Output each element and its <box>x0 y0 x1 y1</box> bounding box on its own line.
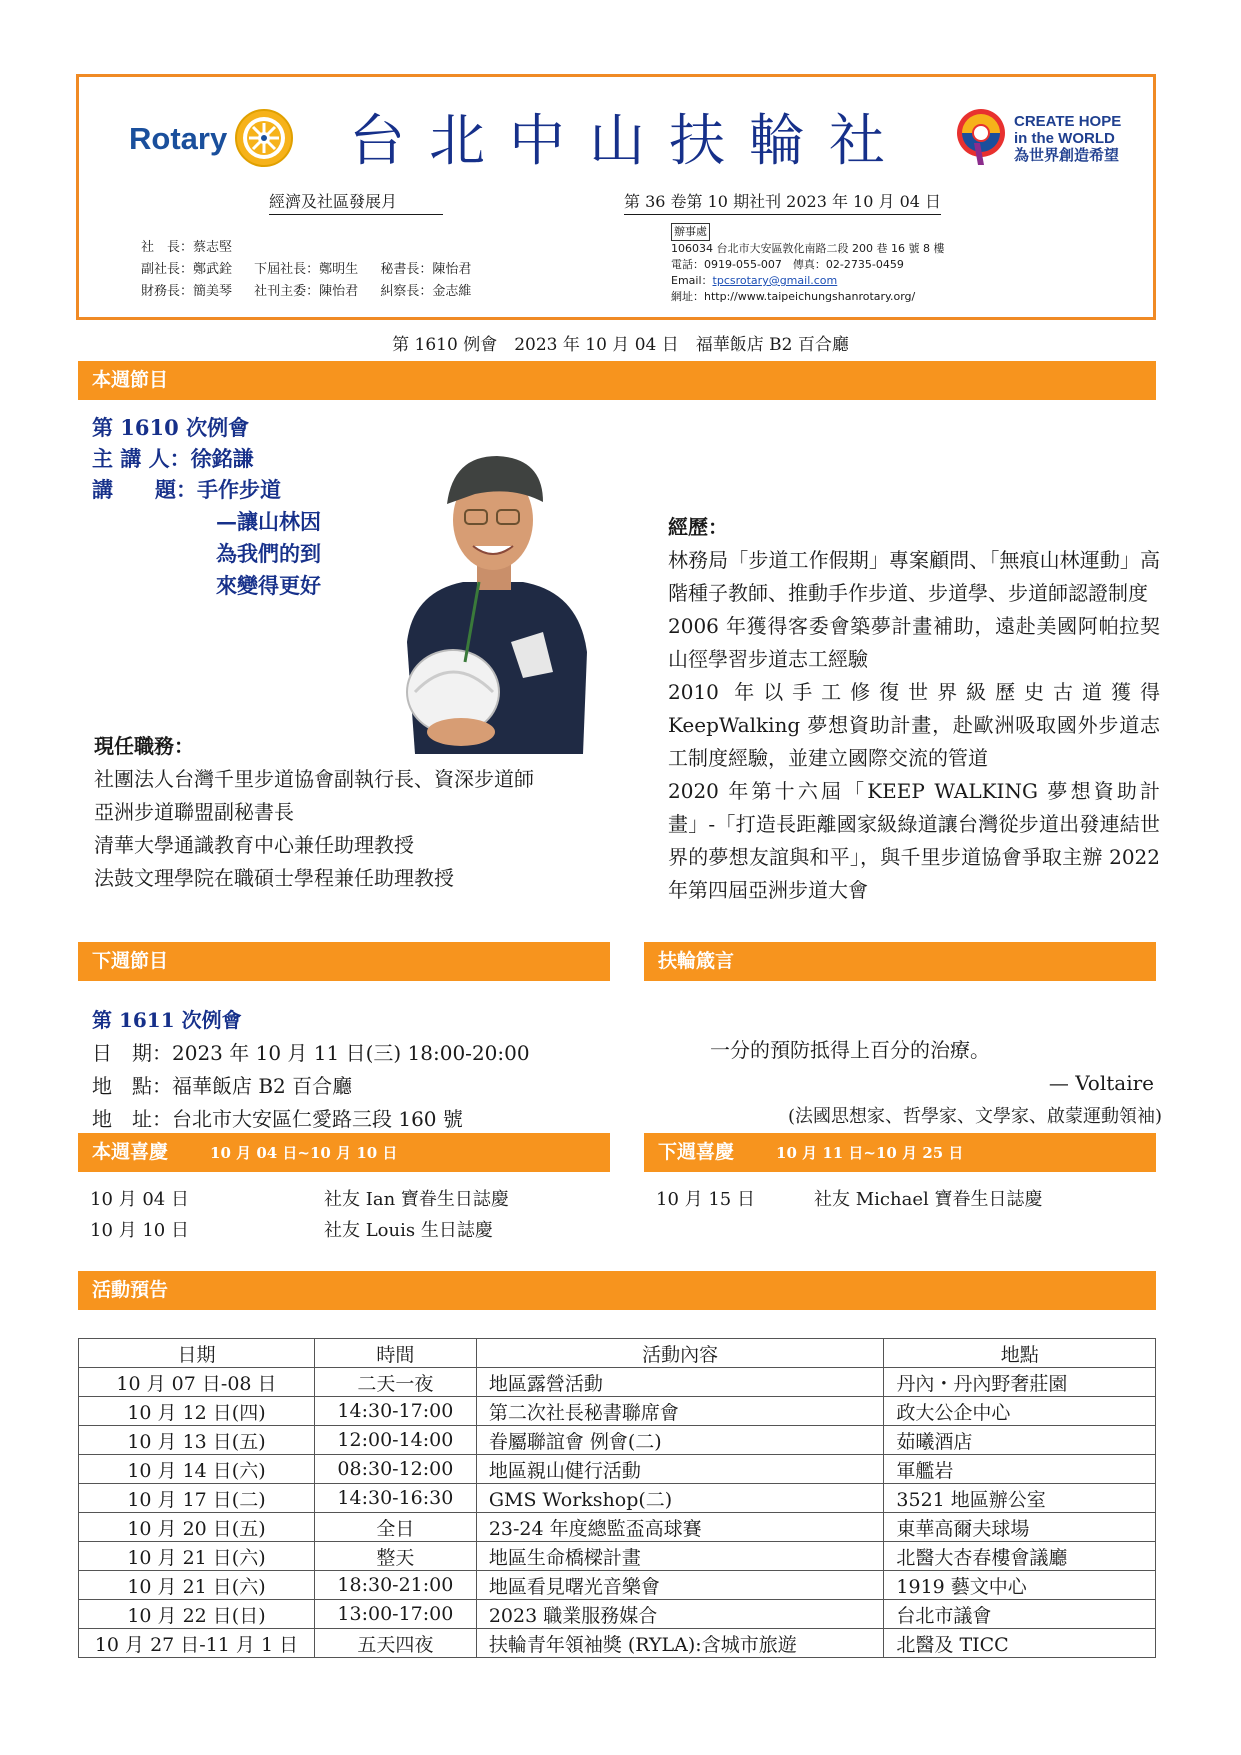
rotary-wheel-icon <box>233 107 295 169</box>
column-header: 日期 <box>79 1339 315 1368</box>
next-meeting-date: 日 期：2023 年 10 月 11 日(三) 18:00-20:00 <box>92 1041 530 1065</box>
officer: 社刊主委：陳怡君 <box>254 284 359 299</box>
celebration-date: 10 月 04 日 <box>90 1189 189 1210</box>
events-table <box>78 1338 1156 1658</box>
officers-row <box>141 259 489 281</box>
section-title: 下週喜慶 <box>658 1141 735 1163</box>
event-time: 整天 <box>314 1542 476 1571</box>
officer: 社 長：蔡志堅 <box>141 240 233 255</box>
current-positions-title: 現任職務： <box>94 734 194 758</box>
motto-quote: 一分的預防抵得上百分的治療。 <box>710 1038 990 1062</box>
topic-line: 為我們的到 <box>216 541 321 566</box>
next-week-celebration-list <box>656 1184 1042 1215</box>
rotary-wordmark: Rotary <box>129 121 228 156</box>
next-meeting-number: 第 1611 次例會 <box>92 1008 242 1032</box>
event-location: 北醫大杏春樓會議廳 <box>884 1542 1156 1571</box>
table-header-row <box>79 1339 1156 1368</box>
office-email-link[interactable]: tpcsrotary@gmail.com <box>712 274 838 287</box>
event-date: 10 月 27 日-11 月 1 日 <box>79 1629 315 1658</box>
bio-paragraph: 2010 年以手工修復世界級歷史古道獲得 KeepWalking 夢想資助計畫，赴歐洲吸取國外步道志工制度經驗，並建立國際交流的管道 <box>668 680 1160 770</box>
event-content: 地區看見曙光音樂會 <box>476 1571 884 1600</box>
motto-author-description: (法國思想家、哲學家、文學家、啟蒙運動領袖) <box>787 1106 1162 1127</box>
event-content: 地區生命橋樑計畫 <box>476 1542 884 1571</box>
officer: 秘書長：陳怡君 <box>380 262 472 277</box>
event-time: 13:00-17:00 <box>314 1600 476 1629</box>
officers-list <box>141 237 489 303</box>
celebration-text: 社友 Michael 寶眷生日誌慶 <box>814 1189 1043 1210</box>
section-title: 本週節目 <box>92 369 169 391</box>
event-date: 10 月 20 日(五) <box>79 1513 315 1542</box>
officers-row <box>141 237 489 259</box>
program-header <box>92 412 281 505</box>
table-row <box>79 1455 1156 1484</box>
column-header: 活動內容 <box>476 1339 884 1368</box>
position-item: 社團法人台灣千里步道協會副執行長、資深步道師 <box>94 767 534 791</box>
section-bar-events <box>78 1271 1156 1310</box>
office-email-label: Email： <box>671 274 713 287</box>
event-date: 10 月 12 日(四) <box>79 1397 315 1426</box>
list-item <box>90 1184 509 1215</box>
table-row <box>79 1426 1156 1455</box>
event-location: 北醫及 TICC <box>884 1629 1156 1658</box>
event-time: 14:30-17:00 <box>314 1397 476 1426</box>
event-date: 10 月 21 日(六) <box>79 1542 315 1571</box>
position-item: 法鼓文理學院在職碩士學程兼任助理教授 <box>94 866 454 890</box>
event-location: 軍艦岩 <box>884 1455 1156 1484</box>
club-name-title: 台北中山扶輪社 <box>349 109 909 174</box>
theme-month: 經濟及社區發展月 <box>269 189 443 215</box>
current-positions <box>94 730 614 895</box>
section-bar-next-week-celebration <box>644 1133 1156 1172</box>
next-meeting-address: 地 址：台北市大安區仁愛路三段 160 號 <box>92 1107 463 1131</box>
topic-line: 講 題：手作步道 <box>92 477 281 502</box>
masthead <box>76 74 1156 320</box>
motto-author: — Voltaire <box>1048 1071 1154 1095</box>
celebration-range: 10 月 04 日~10 月 10 日 <box>210 1144 398 1162</box>
office-website[interactable]: 網址：http://www.taipeichungshanrotary.org/ <box>671 290 916 303</box>
meeting-number: 第 1610 次例會 <box>92 415 250 440</box>
speaker-bio <box>668 511 1160 907</box>
celebration-text: 社友 Ian 寶眷生日誌慶 <box>324 1189 509 1210</box>
event-time: 12:00-14:00 <box>314 1426 476 1455</box>
officers-row <box>141 281 489 303</box>
office-address: 106034 台北市大安區敦化南路二段 200 巷 16 號 8 樓 <box>671 242 945 255</box>
event-time: 二天一夜 <box>314 1368 476 1397</box>
celebration-range: 10 月 11 日~10 月 25 日 <box>776 1144 964 1162</box>
officer: 糾察長：金志維 <box>380 284 472 299</box>
celebration-date: 10 月 10 日 <box>90 1220 189 1241</box>
section-bar-next-week <box>78 942 610 981</box>
event-time: 全日 <box>314 1513 476 1542</box>
table-row <box>79 1542 1156 1571</box>
event-date: 10 月 22 日(日) <box>79 1600 315 1629</box>
table-row <box>79 1600 1156 1629</box>
section-title: 本週喜慶 <box>92 1141 169 1163</box>
event-location: 東華高爾夫球場 <box>884 1513 1156 1542</box>
event-content: 23-24 年度總監盃高球賽 <box>476 1513 884 1542</box>
motto-quote-block <box>652 1034 1162 1133</box>
section-bar-motto <box>644 942 1156 981</box>
event-content: 地區露營活動 <box>476 1368 884 1397</box>
celebration-text: 社友 Louis 生日誌慶 <box>324 1220 493 1241</box>
event-content: GMS Workshop(二) <box>476 1484 884 1513</box>
event-time: 14:30-16:30 <box>314 1484 476 1513</box>
create-hope-logo <box>952 99 1152 179</box>
events-table-body <box>79 1368 1156 1658</box>
event-time: 18:30-21:00 <box>314 1571 476 1600</box>
office-info <box>671 223 944 305</box>
table-row <box>79 1484 1156 1513</box>
event-content: 地區親山健行活動 <box>476 1455 884 1484</box>
section-bar-this-week <box>78 361 1156 400</box>
section-bar-this-week-celebration <box>78 1133 610 1172</box>
position-item: 亞洲步道聯盟副秘書長 <box>94 800 294 824</box>
event-date: 10 月 17 日(二) <box>79 1484 315 1513</box>
office-label: 辦事處 <box>671 223 710 241</box>
bio-paragraph: 2006 年獲得客委會築夢計畫補助，遠赴美國阿帕拉契山徑學習步道志工經驗 <box>668 614 1160 671</box>
rotary-logo <box>129 107 299 177</box>
table-row <box>79 1397 1156 1426</box>
celebration-date: 10 月 15 日 <box>656 1189 755 1210</box>
table-row <box>79 1513 1156 1542</box>
event-content: 眷屬聯誼會 例會(二) <box>476 1426 884 1455</box>
list-item <box>656 1184 1042 1215</box>
event-location: 1919 藝文中心 <box>884 1571 1156 1600</box>
this-week-celebration-list <box>90 1184 509 1246</box>
topic-line: 來變得更好 <box>216 573 321 598</box>
bio-paragraph: 林務局「步道工作假期」專案顧問、「無痕山林運動」高階種子教師、推動手作步道、步道學、步道師認證制度 <box>668 548 1160 605</box>
event-content: 第二次社長秘書聯席會 <box>476 1397 884 1426</box>
next-week-program <box>92 1004 530 1136</box>
position-item: 清華大學通識教育中心兼任助理教授 <box>94 833 414 857</box>
event-date: 10 月 07 日-08 日 <box>79 1368 315 1397</box>
bio-title: 經歷： <box>668 515 728 539</box>
next-meeting-place: 地 點：福華飯店 B2 百合廳 <box>92 1074 353 1098</box>
event-content: 扶輪青年領袖獎 (RYLA):含城市旅遊 <box>476 1629 884 1658</box>
topic-continuation <box>216 506 321 602</box>
event-location: 丹內・丹內野奢莊園 <box>884 1368 1156 1397</box>
table-row <box>79 1368 1156 1397</box>
event-location: 政大公企中心 <box>884 1397 1156 1426</box>
officer: 副社長：鄭武銓 <box>141 262 233 277</box>
create-hope-emblem-icon <box>952 103 1010 169</box>
officer: 下屆社長：鄭明生 <box>254 262 359 277</box>
create-hope-text: CREATE HOPE in the WORLD 為世界創造希望 <box>1014 113 1122 164</box>
meeting-info: 第 1610 例會 2023 年 10 月 04 日 福華飯店 B2 百合廳 <box>392 335 849 355</box>
list-item <box>90 1215 509 1246</box>
event-location: 3521 地區辦公室 <box>884 1484 1156 1513</box>
column-header: 時間 <box>314 1339 476 1368</box>
event-date: 10 月 14 日(六) <box>79 1455 315 1484</box>
section-title: 下週節目 <box>92 950 169 972</box>
office-phone: 電話：0919-055-007 傳真：02-2735-0459 <box>671 258 904 271</box>
table-row <box>79 1571 1156 1600</box>
event-time: 五天四夜 <box>314 1629 476 1658</box>
issue-line: 第 36 卷第 10 期社刊 2023 年 10 月 04 日 <box>624 189 941 215</box>
event-content: 2023 職業服務媒合 <box>476 1600 884 1629</box>
speaker-line: 主 講 人：徐銘謙 <box>92 446 254 471</box>
section-title: 活動預告 <box>92 1279 169 1301</box>
event-time: 08:30-12:00 <box>314 1455 476 1484</box>
section-title: 扶輪箴言 <box>658 950 735 972</box>
officer: 財務長：簡美琴 <box>141 284 233 299</box>
event-date: 10 月 21 日(六) <box>79 1571 315 1600</box>
topic-line: —讓山林因 <box>216 509 321 534</box>
column-header: 地點 <box>884 1339 1156 1368</box>
event-location: 台北市議會 <box>884 1600 1156 1629</box>
table-row <box>79 1629 1156 1658</box>
event-date: 10 月 13 日(五) <box>79 1426 315 1455</box>
event-location: 茹曦酒店 <box>884 1426 1156 1455</box>
bio-paragraph: 2020 年第十六屆「KEEP WALKING 夢想資助計畫」-「打造長距離國家級綠道讓台灣從步道出發連結世界的夢想友誼與和平」，與千里步道協會爭取主辦 2022 年第四屆亞洲步道大會 <box>668 779 1160 902</box>
speaker-photo <box>393 442 593 754</box>
